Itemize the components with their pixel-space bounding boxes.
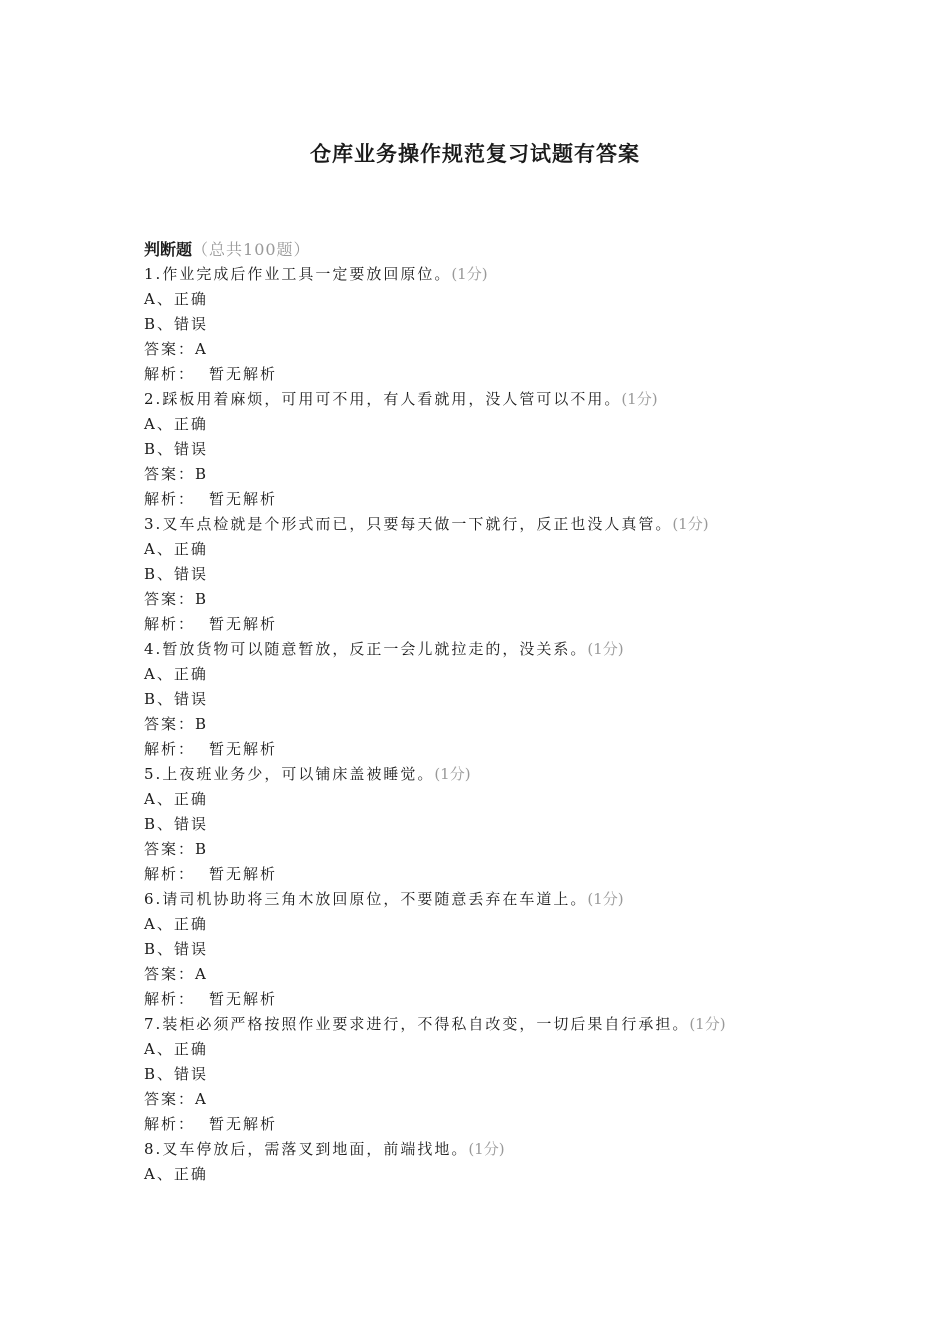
analysis-label: 解析： [144,365,196,383]
analysis-line [144,987,794,1012]
question-number: 8. [144,1140,163,1158]
analysis-text: 暂无解析 [209,615,278,633]
question-number: 3. [144,515,163,533]
question-3 [144,512,794,637]
question-text: 作业完成后作业工具一定要放回原位。 [162,265,452,283]
answer-label: 答案： [144,1090,196,1108]
option-b: B、错误 [144,940,209,958]
answer-value: B [195,715,209,733]
question-1 [144,262,794,387]
question-stem [144,762,794,787]
option-a: A、正确 [144,540,208,558]
analysis-text: 暂无解析 [209,490,278,508]
question-stem [144,887,794,912]
question-6 [144,887,794,1012]
option-a: A、正确 [144,415,208,433]
option-a: A、正确 [144,1040,208,1058]
question-text: 装柜必须严格按照作业要求进行，不得私自改变，一切后果自行承担。 [162,1015,690,1033]
answer-line [144,462,794,487]
question-score: (1分) [672,515,709,533]
question-number: 2. [144,390,163,408]
option-a: A、正确 [144,290,208,308]
question-stem [144,1012,794,1037]
document-title: 仓库业务操作规范复习试题有答案 [310,141,640,166]
answer-value: A [195,340,208,358]
answer-label: 答案： [144,715,196,733]
analysis-line [144,362,794,387]
answer-line [144,587,794,612]
section-name: 判断题 [144,240,193,259]
question-number: 1. [144,265,163,283]
question-text: 上夜班业务少，可以铺床盖被睡觉。 [162,765,435,783]
option-a: A、正确 [144,665,208,683]
answer-value: B [195,465,209,483]
analysis-label: 解析： [144,615,196,633]
section-heading [144,237,794,262]
analysis-label: 解析： [144,865,196,883]
analysis-text: 暂无解析 [209,365,278,383]
option-a: A、正确 [144,915,208,933]
option-b: B、错误 [144,440,209,458]
answer-label: 答案： [144,340,196,358]
analysis-text: 暂无解析 [209,740,278,758]
question-score: (1分) [434,765,471,783]
answer-label: 答案： [144,590,196,608]
question-text: 请司机协助将三角木放回原位，不要随意丢弃在车道上。 [162,890,588,908]
option-a: A、正确 [144,790,208,808]
question-7 [144,1012,794,1137]
analysis-line [144,612,794,637]
analysis-line [144,1112,794,1137]
question-score: (1分) [587,890,624,908]
question-number: 7. [144,1015,163,1033]
analysis-line [144,487,794,512]
answer-label: 答案： [144,965,196,983]
question-score: (1分) [621,390,658,408]
analysis-line [144,862,794,887]
question-text: 叉车点检就是个形式而已，只要每天做一下就行，反正也没人真管。 [162,515,673,533]
analysis-label: 解析： [144,740,196,758]
question-4 [144,637,794,762]
question-score: (1分) [468,1140,505,1158]
question-stem [144,262,794,287]
analysis-text: 暂无解析 [209,865,278,883]
section-count: （总共100题） [192,240,311,259]
question-text: 踩板用着麻烦，可用可不用，有人看就用，没人管可以不用。 [162,390,622,408]
question-score: (1分) [587,640,624,658]
question-stem [144,387,794,412]
question-8 [144,1137,794,1187]
question-score: (1分) [451,265,488,283]
answer-line [144,1087,794,1112]
analysis-label: 解析： [144,490,196,508]
option-a: A、正确 [144,1165,208,1183]
analysis-label: 解析： [144,1115,196,1133]
question-score: (1分) [689,1015,726,1033]
question-text: 暂放货物可以随意暂放，反正一会儿就拉走的，没关系。 [162,640,588,658]
answer-value: B [195,840,209,858]
question-text: 叉车停放后，需落叉到地面，前端找地。 [162,1140,469,1158]
option-b: B、错误 [144,690,209,708]
document-body [144,237,794,1187]
option-b: B、错误 [144,565,209,583]
question-stem [144,512,794,537]
analysis-line [144,737,794,762]
answer-label: 答案： [144,465,196,483]
answer-value: B [195,590,209,608]
question-number: 5. [144,765,163,783]
answer-line [144,962,794,987]
analysis-label: 解析： [144,990,196,1008]
analysis-text: 暂无解析 [209,1115,278,1133]
answer-label: 答案： [144,840,196,858]
analysis-text: 暂无解析 [209,990,278,1008]
answer-value: A [195,965,208,983]
answer-line [144,712,794,737]
option-b: B、错误 [144,315,209,333]
question-5 [144,762,794,887]
option-b: B、错误 [144,815,209,833]
answer-line [144,837,794,862]
option-b: B、错误 [144,1065,209,1083]
question-stem [144,637,794,662]
answer-line [144,337,794,362]
question-number: 6. [144,890,163,908]
question-stem [144,1137,794,1162]
answer-value: A [195,1090,208,1108]
question-2 [144,387,794,512]
question-number: 4. [144,640,163,658]
